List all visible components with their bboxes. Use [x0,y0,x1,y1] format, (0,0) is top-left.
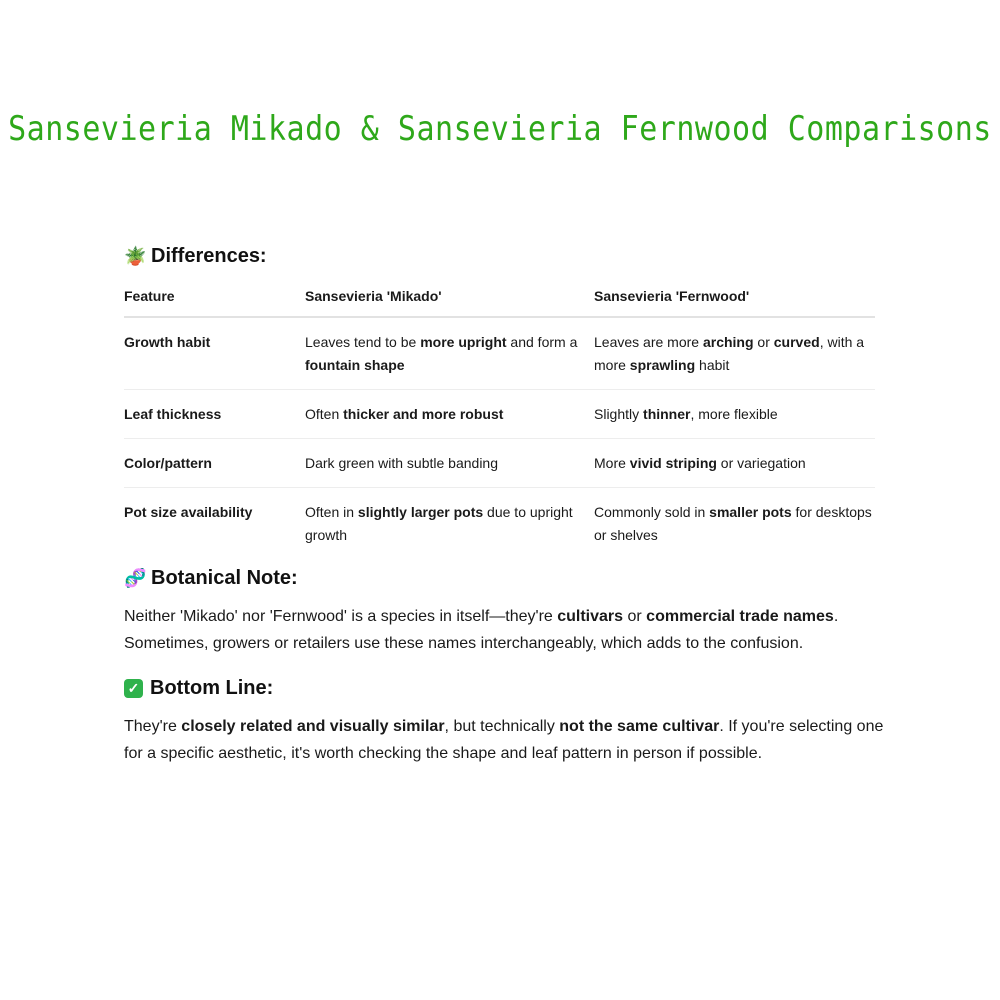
feature-cell: Color/pattern [124,439,305,488]
mikado-cell [305,439,594,488]
bold-text: sprawling [629,357,696,373]
column-header: Sansevieria 'Mikado' [305,280,594,317]
bold-text: more upright [420,334,507,350]
text-span: Neither 'Mikado' nor 'Fernwood' is a species in itself—they're [124,608,558,625]
differences-heading [124,245,267,268]
comparison-table [124,280,875,559]
text-span: Leaves are more [594,334,703,350]
text-span: for desktops or shelves [594,504,872,543]
fernwood-cell [594,390,875,439]
potted-plant-icon: 🪴 [124,246,147,266]
bold-text: closely related and visually similar [181,718,445,735]
bold-text: cultivars [557,608,624,625]
check-mark-icon: ✓ [124,679,143,698]
text-span: , but technically [444,718,560,735]
text-span: or [753,334,774,350]
bold-text: curved [773,334,820,350]
bold-text: commercial trade names [646,608,834,625]
text-span: . Sometimes, growers or retailers use these names interchangeably, which adds to the confusion. [124,608,839,652]
bottom-line-heading [124,677,273,700]
mikado-cell [305,390,594,439]
mikado-cell [305,488,594,560]
dna-icon: 🧬 [124,568,147,588]
text-span: , with a more [594,334,865,373]
bold-text: slightly larger pots [357,504,484,520]
text-span: or variegation [716,455,806,471]
table-row [124,390,875,439]
table-header-row [124,280,875,317]
mikado-cell [305,317,594,390]
feature-cell: Growth habit [124,317,305,390]
fernwood-cell [594,317,875,390]
feature-cell: Leaf thickness [124,390,305,439]
botanical-note-heading-text: Botanical Note: [151,567,298,589]
fernwood-cell [594,439,875,488]
text-span: habit [695,357,730,373]
feature-cell: Pot size availability [124,504,253,520]
bold-text: not the same cultivar [559,718,720,735]
botanical-note-heading [124,567,298,590]
bold-text: fountain shape [305,357,405,373]
text-span: Often in [305,504,358,520]
botanical-note-text [124,603,884,657]
column-header: Sansevieria 'Fernwood' [594,280,875,317]
text-span: They're [124,718,182,735]
bottom-line-heading-text: Bottom Line: [150,677,274,699]
bold-text: thinner [643,406,691,422]
bottom-line-text [124,713,884,767]
text-span: Leaves tend to be [305,334,421,350]
text-span: Dark green with subtle banding [305,455,499,471]
page-title: Sansevieria Mikado & Sansevieria Fernwood Comparisons [8,109,992,150]
text-span: More [594,455,630,471]
text-span: Often [305,406,344,422]
fernwood-cell [594,488,875,560]
text-span: due to upright growth [305,504,573,543]
differences-heading-text: Differences: [151,245,267,267]
bold-text: vivid striping [629,455,717,471]
text-span: . If you're selecting one for a specific aesthetic, it's worth checking the shape and leaf pattern in person if possible. [124,718,884,762]
bold-text: smaller pots [709,504,792,520]
table-row [124,317,875,390]
text-span: Commonly sold in [594,504,710,520]
column-header: Feature [124,280,305,317]
text-span: Slightly [594,406,644,422]
table-row [124,439,875,488]
text-span: or [623,608,647,625]
table-row [124,488,875,560]
text-span: , more flexible [690,406,778,422]
bold-text: arching [702,334,754,350]
text-span: and form a [506,334,578,350]
bold-text: thicker and more robust [343,406,504,422]
